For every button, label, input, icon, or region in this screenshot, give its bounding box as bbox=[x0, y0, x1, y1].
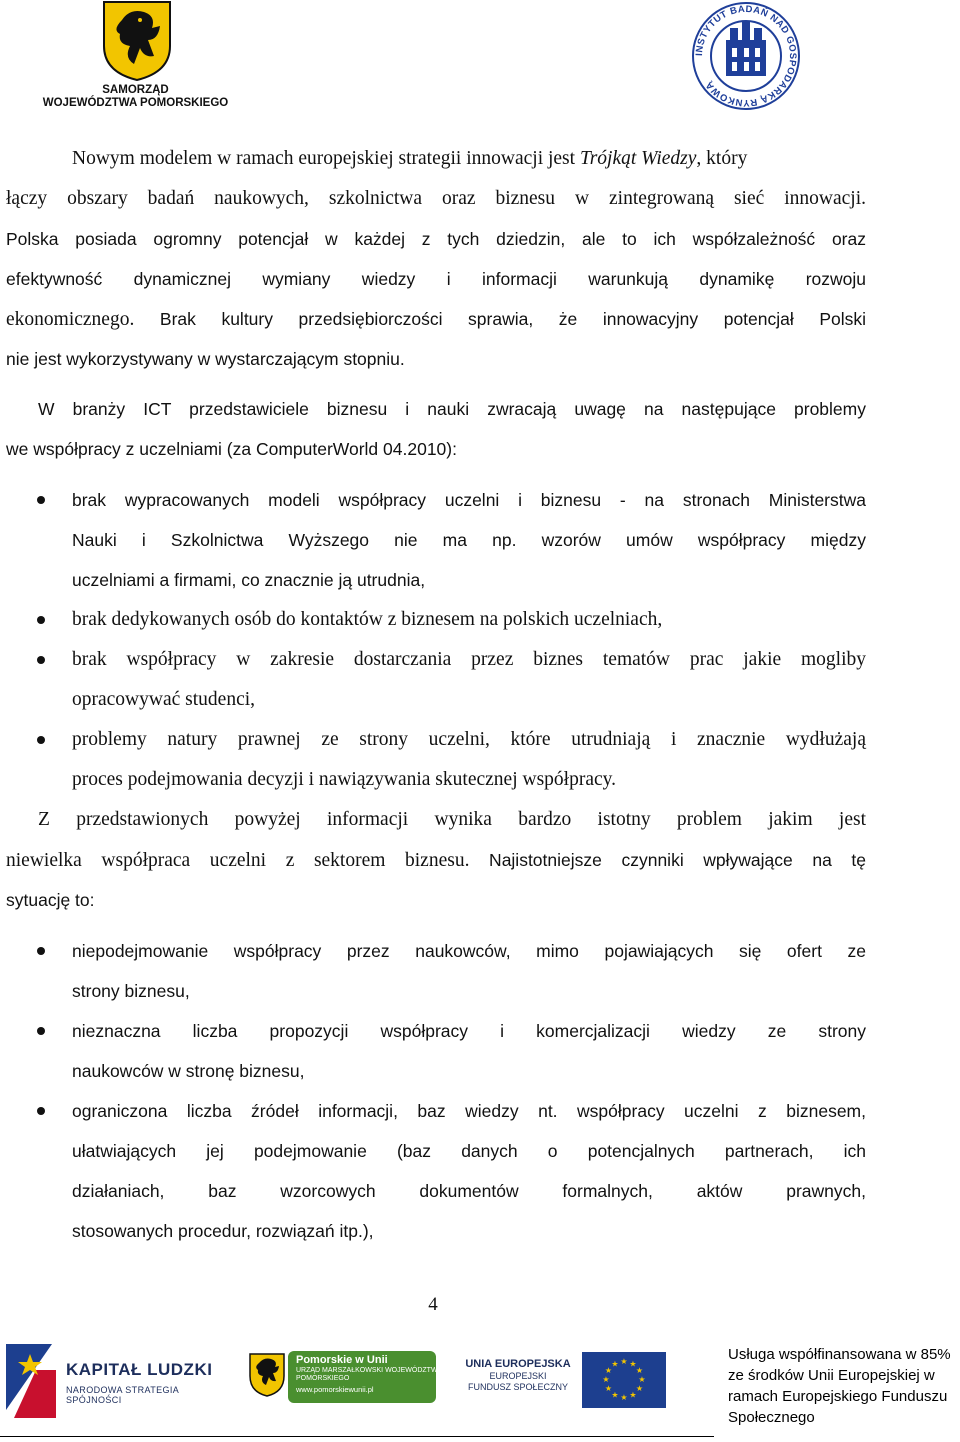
para1-line5-serif: ekonomicznego. bbox=[6, 309, 135, 330]
para1-line3: Polska posiada ogromny potencjał w każdej z tych dziedzin, ale to ich współzależność oraz bbox=[6, 229, 866, 249]
para3-line2 bbox=[6, 840, 866, 881]
factor-2-line1: nieznaczna liczba propozycji współpracy i komercjalizacji wiedzy ze strony bbox=[72, 1021, 866, 1041]
svg-text:★: ★ bbox=[604, 1384, 613, 1393]
para1-line4: efektywność dynamicznej wymiany wiedzy i informacji warunkują dynamikę rozwoju bbox=[6, 269, 866, 289]
cofinancing-note-line1: Usługa współfinansowana w 85% bbox=[728, 1346, 951, 1363]
bullet-icon bbox=[37, 1107, 45, 1115]
factor-3-line3: działaniach, baz wzorcowych dokumentów formalnych, aktów prawnych, bbox=[72, 1181, 866, 1201]
eu-sub2: FUNDUSZ SPOŁECZNY bbox=[467, 1382, 568, 1392]
para1-line1-text: Nowym modelem w ramach europejskiej strategii innowacji jest bbox=[72, 148, 580, 169]
griffin-crest-icon bbox=[248, 1352, 286, 1398]
svg-text:★: ★ bbox=[620, 1393, 628, 1402]
svg-text:★: ★ bbox=[611, 1390, 619, 1400]
eu-flag-icon bbox=[582, 1352, 666, 1408]
footer-divider bbox=[0, 1436, 714, 1437]
problem-2-line1: brak dedykowanych osób do kontaktów z biznesem na polskich uczelniach, bbox=[72, 609, 663, 630]
para3-line1: Z przedstawionych powyżej informacji wynika bardzo istotny problem jakim jest bbox=[38, 809, 866, 830]
para3-line3: sytuację to: bbox=[6, 890, 95, 910]
griffin-crest-icon bbox=[100, 0, 174, 82]
svg-text:★: ★ bbox=[629, 1359, 637, 1369]
kapital-ludzki-title: KAPITAŁ LUDZKI bbox=[66, 1360, 213, 1379]
factor-2-line2: naukowców w stronę biznesu, bbox=[72, 1061, 305, 1081]
problem-1-line3: uczelniami a firmami, co znacznie ją utrudnia, bbox=[72, 570, 426, 590]
cofinancing-note-line2: ze środków Unii Europejskiej w bbox=[728, 1367, 935, 1384]
problem-1-line1: brak wypracowanych modeli współpracy uczelni i biznesu - na stronach Ministerstwa bbox=[72, 490, 866, 510]
triangle-of-knowledge-term: Trójkąt Wiedzy bbox=[579, 148, 697, 169]
eu-esf-label bbox=[458, 1358, 578, 1418]
bullet-icon bbox=[37, 616, 45, 624]
logo-caption-line1: SAMORZĄD bbox=[102, 84, 169, 96]
page-number: 4 bbox=[428, 1294, 438, 1315]
problem-4-line2: proces podejmowania decyzji i nawiązywania skutecznej współpracy. bbox=[72, 769, 616, 790]
svg-text:★: ★ bbox=[629, 1390, 637, 1400]
institute-seal-icon bbox=[690, 0, 802, 110]
para3-line2-sans: Najistotniejsze czynniki wpływające na tę bbox=[469, 850, 866, 870]
factor-1-line2: strony biznesu, bbox=[72, 981, 190, 1001]
para1-line5 bbox=[6, 299, 866, 340]
kapital-ludzki-subtitle: NARODOWA STRATEGIA SPÓJNOŚCI bbox=[66, 1385, 179, 1405]
para1-line1-end: , który bbox=[696, 148, 748, 169]
cofinancing-note-line4: Społecznego bbox=[728, 1409, 815, 1426]
factor-1-line1: niepodejmowanie współpracy przez naukowców, mimo pojawiających się ofert ze bbox=[72, 941, 866, 961]
kapital-ludzki-logo bbox=[66, 1352, 236, 1405]
bullet-icon bbox=[37, 1027, 45, 1035]
ibngr-logo bbox=[690, 0, 802, 110]
factor-3-line2: ułatwiających jej podejmowanie (baz danych o potencjalnych partnerach, ich bbox=[72, 1141, 866, 1161]
problem-4-line1: problemy natury prawnej ze strony uczelni, które utrudniają i znacznie wydłużają bbox=[72, 729, 866, 750]
problem-1-line2: Nauki i Szkolnictwa Wyższego nie ma np. wzorów umów współpracy między bbox=[72, 530, 866, 550]
bullet-icon bbox=[37, 736, 45, 744]
pomorskie-title: Pomorskie w Unii bbox=[296, 1354, 388, 1366]
logo-caption-line2: WOJEWÓDZTWA POMORSKIEGO bbox=[42, 97, 229, 109]
samorzad-logo bbox=[38, 0, 228, 112]
pomorskie-w-unii-logo bbox=[248, 1346, 448, 1410]
svg-text:★: ★ bbox=[635, 1366, 644, 1375]
factor-3-line1: ograniczona liczba źródeł informacji, baz wiedzy nt. współpracy uczelni z biznesem, bbox=[72, 1101, 866, 1121]
pomorskie-url: www.pomorskiewunii.pl bbox=[296, 1385, 374, 1394]
para1-line1 bbox=[72, 139, 866, 179]
bullet-icon bbox=[37, 947, 45, 955]
svg-text:★: ★ bbox=[611, 1359, 619, 1369]
nss-star-logo-icon bbox=[2, 1340, 58, 1420]
eu-sub1: EUROPEJSKI bbox=[489, 1371, 547, 1381]
para2-line2: we współpracy z uczelniami (za ComputerWorld 04.2010): bbox=[6, 439, 457, 459]
svg-text:★: ★ bbox=[604, 1366, 613, 1375]
problem-3-line1: brak współpracy w zakresie dostarczania przez biznes tematów prac jakie mogliby bbox=[72, 649, 866, 670]
problem-3-line2: opracowywać studenci, bbox=[72, 689, 256, 710]
para2-line1: W branży ICT przedstawiciele biznesu i nauki zwracają uwagę na następujące problemy bbox=[38, 399, 866, 419]
eu-title: UNIA EUROPEJSKA bbox=[465, 1358, 571, 1370]
pomorskie-office: URZĄD MARSZAŁKOWSKI WOJEWÓDZTWA POMORSKIEGO bbox=[296, 1367, 442, 1382]
svg-text:★: ★ bbox=[620, 1357, 628, 1366]
svg-text:★: ★ bbox=[635, 1384, 644, 1393]
seal-ring-text: INSTYTUT BADAŃ NAD GOSPODARKĄ RYNKOWĄ bbox=[693, 3, 799, 109]
para1-line5-sans: Brak kultury przedsiębiorczości sprawia, że innowacyjny potencjał Polski bbox=[134, 309, 866, 329]
svg-text:★: ★ bbox=[602, 1375, 610, 1384]
para1-line6: nie jest wykorzystywany w wystarczającym stopniu. bbox=[6, 349, 405, 369]
bullet-icon bbox=[37, 656, 45, 664]
para3-line2-serif: niewielka współpraca uczelni z sektorem biznesu. bbox=[6, 850, 470, 871]
bullet-icon bbox=[37, 496, 45, 504]
factor-3-line4: stosowanych procedur, rozwiązań itp.), bbox=[72, 1221, 374, 1241]
svg-text:★: ★ bbox=[638, 1375, 646, 1384]
cofinancing-note bbox=[728, 1344, 960, 1428]
cofinancing-note-line3: ramach Europejskiego Funduszu bbox=[728, 1388, 948, 1405]
para1-line2: łączy obszary badań naukowych, szkolnictwa oraz biznesu w zintegrowaną sieć innowacji. bbox=[6, 188, 866, 209]
